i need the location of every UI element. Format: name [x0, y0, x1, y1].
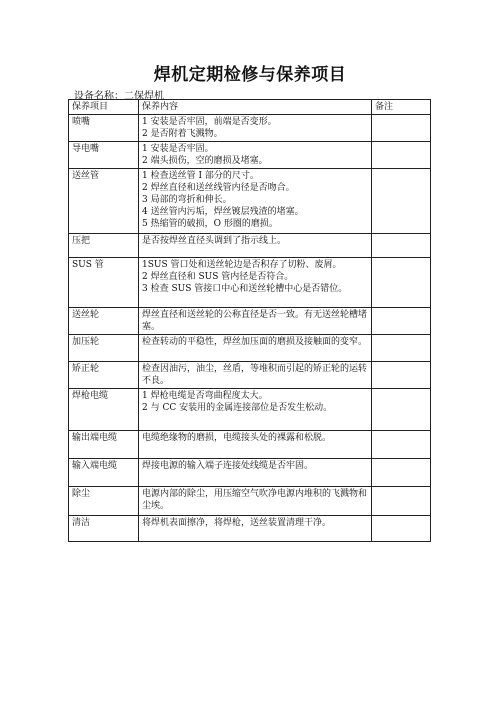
content-line: 1 安装是否牢固。 [142, 144, 214, 154]
content-line: 5 热缩管的破损，O 形圈的磨损。 [142, 219, 278, 229]
row-note [372, 335, 431, 362]
row-item: 清洁 [69, 516, 139, 542]
content-line: 3 检查 SUS 管接口中心和送丝轮槽中心是否错位。 [142, 284, 348, 294]
row-note [372, 362, 431, 389]
table-row [69, 234, 431, 258]
row-content [139, 258, 372, 308]
row-note [372, 169, 431, 234]
row-content [139, 516, 372, 542]
table-row [69, 335, 431, 362]
table-row [69, 115, 431, 142]
table-row [69, 362, 431, 389]
content-line: 2 焊丝直径和 SUS 管内径是否符合。 [142, 272, 294, 282]
content-line: 电源内部的除尘，用压缩空气吹净电源内堆积的飞溅物和尘埃。 [142, 489, 368, 511]
content-line: 2 焊丝直径和送丝线管内径是否吻合。 [142, 183, 295, 193]
content-line: 3 局部的弯折和伸长。 [142, 195, 232, 205]
content-line: 2 端头损伤，空的磨损及堵塞。 [142, 156, 268, 166]
table-header-row [69, 100, 431, 115]
row-item: 除尘 [69, 487, 139, 516]
header-content: 保养内容 [139, 100, 372, 115]
content-line: 检查因油污，油尘，丝盾，等堆积而引起的矫正轮的运转不良。 [142, 364, 368, 386]
row-note [372, 142, 431, 169]
content-line: 焊丝直径和送丝轮的公称直径是否一致。有无送丝轮槽堵塞。 [142, 310, 368, 332]
table-row [69, 169, 431, 234]
row-note [372, 115, 431, 142]
row-note [372, 431, 431, 459]
content-line: 1 焊枪电缆是否弯曲程度太大。 [142, 391, 268, 401]
row-item: 焊枪电缆 [69, 389, 139, 431]
row-note [372, 487, 431, 516]
row-content [139, 234, 372, 258]
table-row [69, 308, 431, 335]
row-item: SUS 管 [69, 258, 139, 308]
table-row [69, 516, 431, 542]
row-item: 压把 [69, 234, 139, 258]
table-row [69, 258, 431, 308]
row-note [372, 516, 431, 542]
row-item: 加压轮 [69, 335, 139, 362]
row-note [372, 258, 431, 308]
row-item: 导电嘴 [69, 142, 139, 169]
content-line: 将焊机表面擦净，将焊枪，送丝装置清理干净。 [142, 518, 332, 528]
content-line: 是否按焊丝直径头调到了指示线上。 [142, 236, 287, 246]
device-label: 设备名称： [74, 91, 124, 102]
content-line: 4 送丝管内污垢，焊丝镀层残渣的堵塞。 [142, 207, 304, 217]
row-item: 喷嘴 [69, 115, 139, 142]
row-content [139, 169, 372, 234]
row-item: 输出端电缆 [69, 431, 139, 459]
row-item: 矫正轮 [69, 362, 139, 389]
row-note [372, 308, 431, 335]
content-line: 2 是否附着飞溅物。 [142, 129, 223, 139]
row-content [139, 362, 372, 389]
row-content [139, 389, 372, 431]
row-content [139, 308, 372, 335]
table-row [69, 487, 431, 516]
content-line: 电缆绝缘物的磨损，电缆接头处的裸露和松脱。 [142, 433, 332, 443]
row-note [372, 234, 431, 258]
row-item: 送丝轮 [69, 308, 139, 335]
content-line: 1 检查送丝管 I 部分的尺寸。 [142, 171, 259, 181]
content-line: 焊接电源的输入端子连接处线缆是否牢固。 [142, 461, 314, 471]
content-line: 2 与 CC 安装用的金属连接部位是否发生松动。 [142, 403, 333, 413]
row-content [139, 431, 372, 459]
row-note [372, 459, 431, 487]
maintenance-table [68, 99, 431, 542]
content-line: 1SUS 管口处和送丝轮边是否积存了切粉、废屑。 [142, 260, 342, 270]
row-note [372, 389, 431, 431]
header-note: 备注 [372, 100, 431, 115]
device-name: 二保焊机 [124, 91, 164, 102]
content-line: 检查转动的平稳性，焊丝加压面的磨损及接触面的变窄。 [142, 337, 368, 347]
table-row [69, 459, 431, 487]
row-content [139, 115, 372, 142]
row-item: 输入端电缆 [69, 459, 139, 487]
content-line: 1 安装是否牢固，前端是否变形。 [142, 117, 277, 127]
row-item: 送丝管 [69, 169, 139, 234]
row-content [139, 459, 372, 487]
table-row [69, 431, 431, 459]
header-item: 保养项目 [69, 100, 139, 115]
page-title: 焊机定期检修与保养项目 [153, 65, 347, 85]
row-content [139, 142, 372, 169]
table-row [69, 389, 431, 431]
row-content [139, 487, 372, 516]
table-row [69, 142, 431, 169]
row-content [139, 335, 372, 362]
